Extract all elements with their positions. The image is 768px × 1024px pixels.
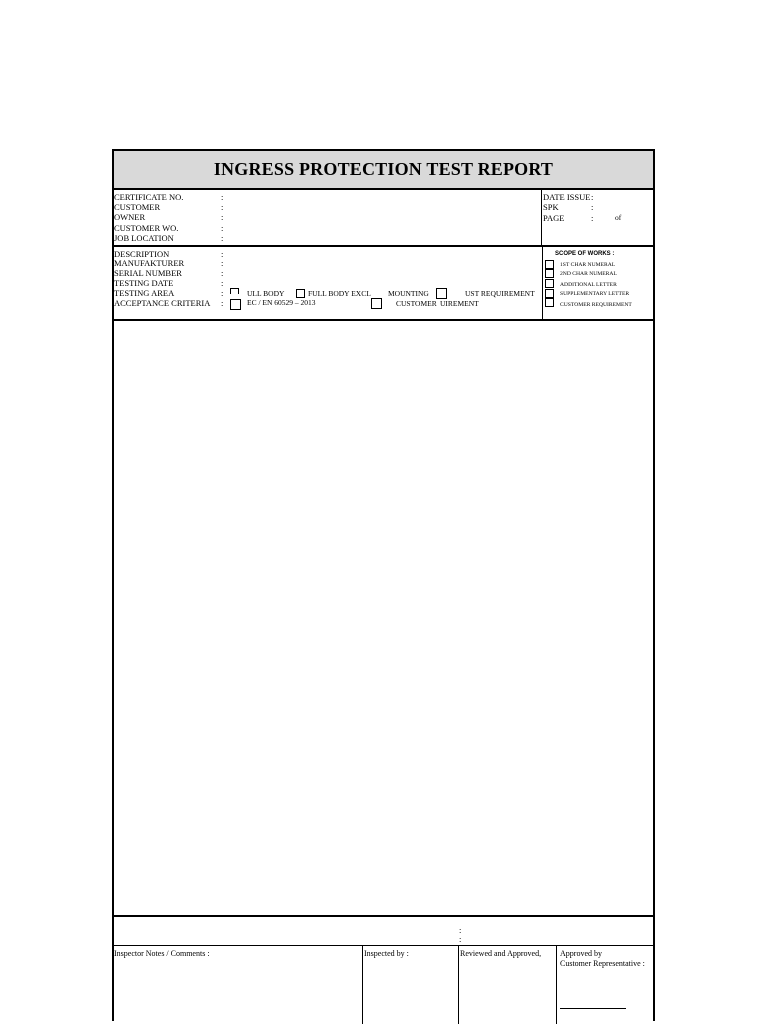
scope-1st-char-label: 1ST CHAR NUMERAL — [560, 262, 616, 268]
scope-supplementary-letter-checkbox[interactable] — [545, 289, 554, 298]
footer-top-divider — [112, 915, 655, 917]
footer-divider-3 — [556, 946, 557, 1024]
mounting-option-label: MOUNTING — [388, 289, 429, 298]
footer-colon-1: : — [459, 925, 462, 935]
full-body-excl-mounting-checkbox[interactable] — [296, 289, 305, 298]
spk-label: SPK — [543, 202, 559, 212]
inspected-by-label: Inspected by : — [364, 949, 409, 958]
acceptance-criteria-label: ACCEPTANCE CRITERIA — [114, 298, 211, 308]
scope-1st-char-checkbox[interactable] — [545, 260, 554, 269]
scope-2nd-char-label: 2ND CHAR NUMERAL — [560, 271, 617, 277]
page-label: PAGE — [543, 213, 565, 223]
scope-2nd-char-checkbox[interactable] — [545, 269, 554, 278]
acceptance-customer-checkbox[interactable] — [371, 298, 382, 309]
report-body-area[interactable] — [114, 321, 653, 915]
customer-label: CUSTOMER — [114, 202, 161, 212]
full-body-excl-option-label: FULL BODY EXCL — [308, 289, 371, 298]
customer-requirement-checkbox[interactable] — [436, 288, 447, 299]
scope-customer-requirement-label: CUSTOMER REQUIREMENT — [560, 302, 632, 308]
customer-representative-label: Customer Representative : — [560, 959, 645, 968]
certificate-no-label: CERTIFICATE NO. — [114, 192, 184, 202]
iec-en-option-label: EC / EN 60529 – 2013 — [247, 298, 316, 307]
footer-signature-divider — [112, 945, 655, 946]
job-location-label: JOB LOCATION — [114, 233, 174, 243]
testing-area-colon: : — [221, 288, 224, 298]
certificate-no-colon: : — [221, 192, 224, 202]
customer-wo-label: CUSTOMER WO. — [114, 223, 179, 233]
owner-label: OWNER — [114, 212, 146, 222]
reviewed-approved-label: Reviewed and Approved, — [460, 949, 542, 958]
report-title: INGRESS PROTECTION TEST REPORT — [213, 159, 554, 179]
footer-divider-2 — [458, 946, 459, 1024]
description-colon: : — [221, 249, 224, 259]
approved-by-label: Approved by — [560, 949, 602, 958]
page-of-label: of — [615, 213, 622, 222]
testing-date-label: TESTING DATE — [114, 278, 174, 288]
description-label: DESCRIPTION — [114, 249, 170, 259]
serial-number-label: SERIAL NUMBER — [114, 268, 182, 278]
customer-colon: : — [221, 202, 224, 212]
date-issue-label: DATE ISSUE — [543, 192, 591, 202]
title-divider — [112, 188, 655, 190]
manufacturer-label: MANUFAKTURER — [114, 258, 185, 268]
iec-en-checkbox[interactable] — [230, 299, 241, 310]
scope-title: SCOPE OF WORKS : — [555, 251, 615, 257]
scope-customer-requirement-checkbox[interactable] — [545, 298, 554, 307]
scope-additional-letter-checkbox[interactable] — [545, 279, 554, 288]
testing-area-label: TESTING AREA — [114, 288, 175, 298]
date-issue-colon: : — [591, 192, 594, 202]
scope-supplementary-letter-label: SUPPLEMENTARY LETTER — [560, 291, 630, 297]
testing-date-colon: : — [221, 278, 224, 288]
signature-line — [560, 1008, 626, 1009]
job-location-colon: : — [221, 233, 224, 243]
acceptance-requirement-label: UIREMENT — [440, 299, 479, 308]
footer-colon-2: : — [459, 934, 462, 944]
acceptance-customer-label: CUSTOMER — [396, 299, 437, 308]
manufacturer-colon: : — [221, 258, 224, 268]
full-body-option-label: ULL BODY — [247, 289, 285, 298]
acceptance-criteria-colon: : — [221, 298, 224, 308]
scope-additional-letter-label: ADDITIONAL LETTER — [560, 282, 617, 288]
footer-divider-1 — [362, 946, 363, 1024]
customer-wo-colon: : — [221, 223, 224, 233]
page-colon: : — [591, 213, 594, 223]
inspector-notes-label: Inspector Notes / Comments : — [114, 949, 210, 958]
details-column-divider — [542, 247, 543, 319]
header-column-divider — [541, 189, 542, 246]
owner-colon: : — [221, 212, 224, 222]
serial-number-colon: : — [221, 268, 224, 278]
header-divider — [112, 245, 655, 247]
spk-colon: : — [591, 202, 594, 212]
full-body-checkbox[interactable] — [230, 288, 239, 294]
customer-requirement-option-label: UST REQUIREMENT — [465, 289, 535, 298]
